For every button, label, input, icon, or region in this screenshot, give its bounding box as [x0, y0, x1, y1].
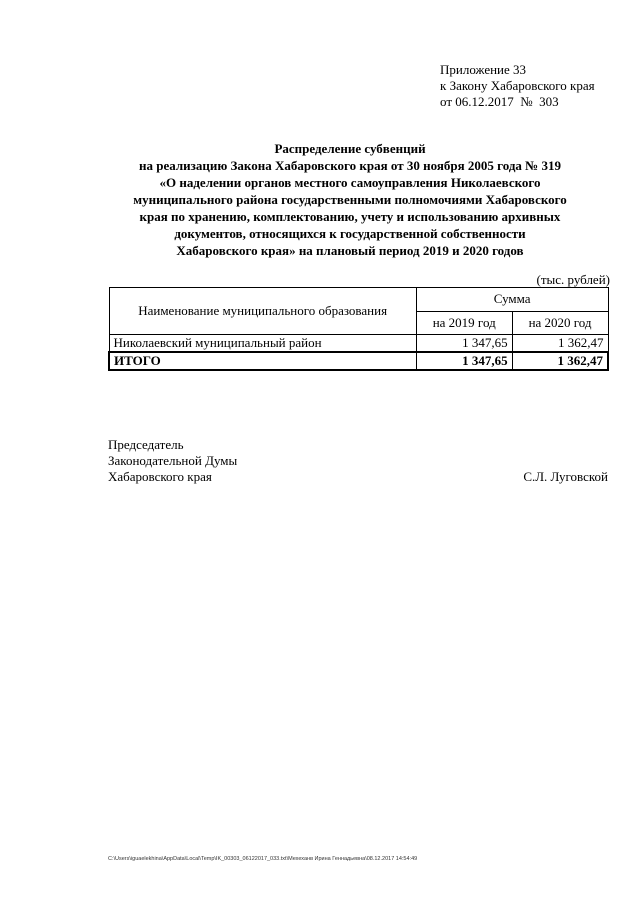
table-total-row [109, 352, 608, 370]
units-label: (тыс. рублей) [536, 272, 610, 287]
appendix-line-3: от 06.12.2017 № 303 [440, 94, 559, 109]
title-line-5: края по хранению, комплектованию, учету и использованию архивных [139, 209, 561, 224]
title-line-1: Распределение субвенций [274, 141, 426, 156]
appendix-block [440, 62, 595, 110]
row-2019-cell: 1 347,65 [416, 335, 512, 353]
signature-line-3: Хабаровского края [108, 469, 212, 484]
total-2019-cell: 1 347,65 [416, 352, 512, 370]
appendix-line-2: к Закону Хабаровского края [440, 78, 595, 93]
signature-line-2: Законодательной Думы [108, 453, 238, 468]
file-path-footer: C:\Users\iguaelekhina\AppData\Local\Temp\IK_00303_06122017_033.txt\Мехеханв Ирина Геннадьевна\08.12.2017 14:54:49 [108, 856, 418, 862]
signature-block [108, 437, 237, 485]
header-year-2020: на 2020 год [512, 311, 608, 335]
signer-name: С.Л. Луговской [523, 469, 608, 484]
table-row [109, 335, 608, 353]
title-line-2: на реализацию Закона Хабаровского края от 30 ноября 2005 года № 319 [139, 158, 561, 173]
title-line-6: документов, относящихся к государственной собственности [174, 226, 526, 241]
header-name-cell: Наименование муниципального образования [109, 288, 416, 335]
header-year-2019: на 2019 год [416, 311, 512, 335]
header-sum-cell: Сумма [416, 288, 608, 312]
signature-line-1: Председатель [108, 437, 184, 452]
subsidy-table [108, 287, 609, 371]
document-title [100, 140, 600, 259]
title-line-7: Хабаровского края» на плановый период 2019 и 2020 годов [176, 243, 524, 258]
table-header-row [109, 288, 608, 312]
total-2020-cell: 1 362,47 [512, 352, 608, 370]
row-name-cell: Николаевский муниципальный район [109, 335, 416, 353]
title-line-3: «О наделении органов местного самоуправления Николаевского [159, 175, 541, 190]
total-name-cell: ИТОГО [109, 352, 416, 370]
appendix-line-1: Приложение 33 [440, 62, 527, 77]
title-line-4: муниципального района государственными полномочиями Хабаровского [133, 192, 567, 207]
row-2020-cell: 1 362,47 [512, 335, 608, 353]
